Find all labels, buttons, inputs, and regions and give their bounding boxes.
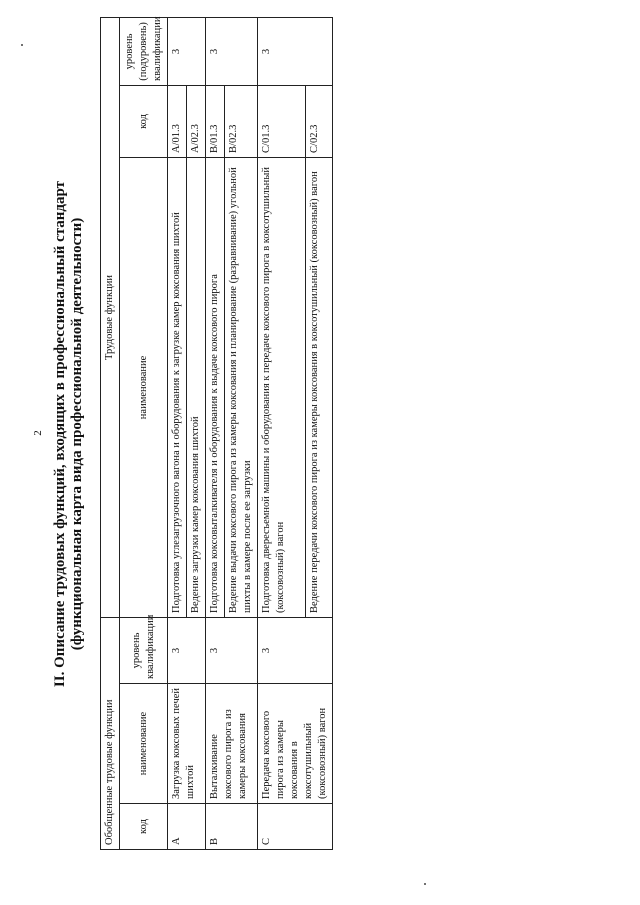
function-name: Ведение передачи коксового пирога из камеры коксования в коксотушильный (коксовозный) вагон xyxy=(305,157,332,617)
header-function-code: код xyxy=(120,85,168,157)
header-code: код xyxy=(120,804,168,850)
header-sublevel: уровень (подуровень) квалификации xyxy=(120,17,168,85)
row-name: Передача коксового пирога из камеры коксования в коксотушильный (коксовозный) вагон xyxy=(258,684,333,804)
header-function-name: наименование xyxy=(120,157,168,617)
rotated-document-sheet xyxy=(48,18,638,850)
function-code: C/01.3 xyxy=(258,85,306,157)
function-name: Подготовка коксовыталкивателя и оборудования к выдаче коксового пирога xyxy=(206,157,225,617)
function-name: Ведение выдачи коксового пирога из камеры коксования и планирование (разравнивание) угольной шихты в камере после ее загрузки xyxy=(225,157,258,617)
table-row xyxy=(258,17,306,849)
function-code: B/01.3 xyxy=(206,85,225,157)
row-level: 3 xyxy=(258,617,333,683)
function-code: A/02.3 xyxy=(187,85,206,157)
row-code: A xyxy=(168,804,206,850)
title-line-1: II. Описание трудовых функций, входящих в профессиональный стандарт xyxy=(52,180,68,688)
header-generalized: Обобщенные трудовые функции xyxy=(101,617,120,849)
function-sublevel: 3 xyxy=(168,17,206,85)
function-code: B/02.3 xyxy=(225,85,258,157)
function-name: Подготовка двересъемной машины и оборудования к передаче коксового пирога в коксотушильный (коксовозный) вагон xyxy=(258,157,306,617)
row-code: B xyxy=(206,804,258,850)
function-sublevel: 3 xyxy=(258,17,333,85)
header-name: наименование xyxy=(120,684,168,804)
function-name: Подготовка углезагрузочного вагона и оборудования к загрузке камер коксования шихтой xyxy=(168,157,187,617)
row-name: Загрузка коксовых печей шихтой xyxy=(168,684,206,804)
table-row xyxy=(168,17,187,849)
scan-speck xyxy=(21,44,23,46)
page-number: 2 xyxy=(32,430,44,436)
title-line-2: (функциональная карта вида профессиональной деятельности) xyxy=(69,217,85,651)
header-level: уровень квалификации xyxy=(120,617,168,683)
row-name: Выталкивание коксового пирога из камеры коксования xyxy=(206,684,258,804)
functional-map-table xyxy=(100,17,333,850)
row-level: 3 xyxy=(168,617,206,683)
table-row xyxy=(206,17,225,849)
scan-speck xyxy=(424,883,426,885)
function-code: A/01.3 xyxy=(168,85,187,157)
header-labor: Трудовые функции xyxy=(101,17,120,617)
section-title xyxy=(52,18,86,850)
function-sublevel: 3 xyxy=(206,17,258,85)
function-code: C/02.3 xyxy=(305,85,332,157)
function-name: Ведение загрузки камер коксования шихтой xyxy=(187,157,206,617)
row-level: 3 xyxy=(206,617,258,683)
row-code: C xyxy=(258,804,333,850)
